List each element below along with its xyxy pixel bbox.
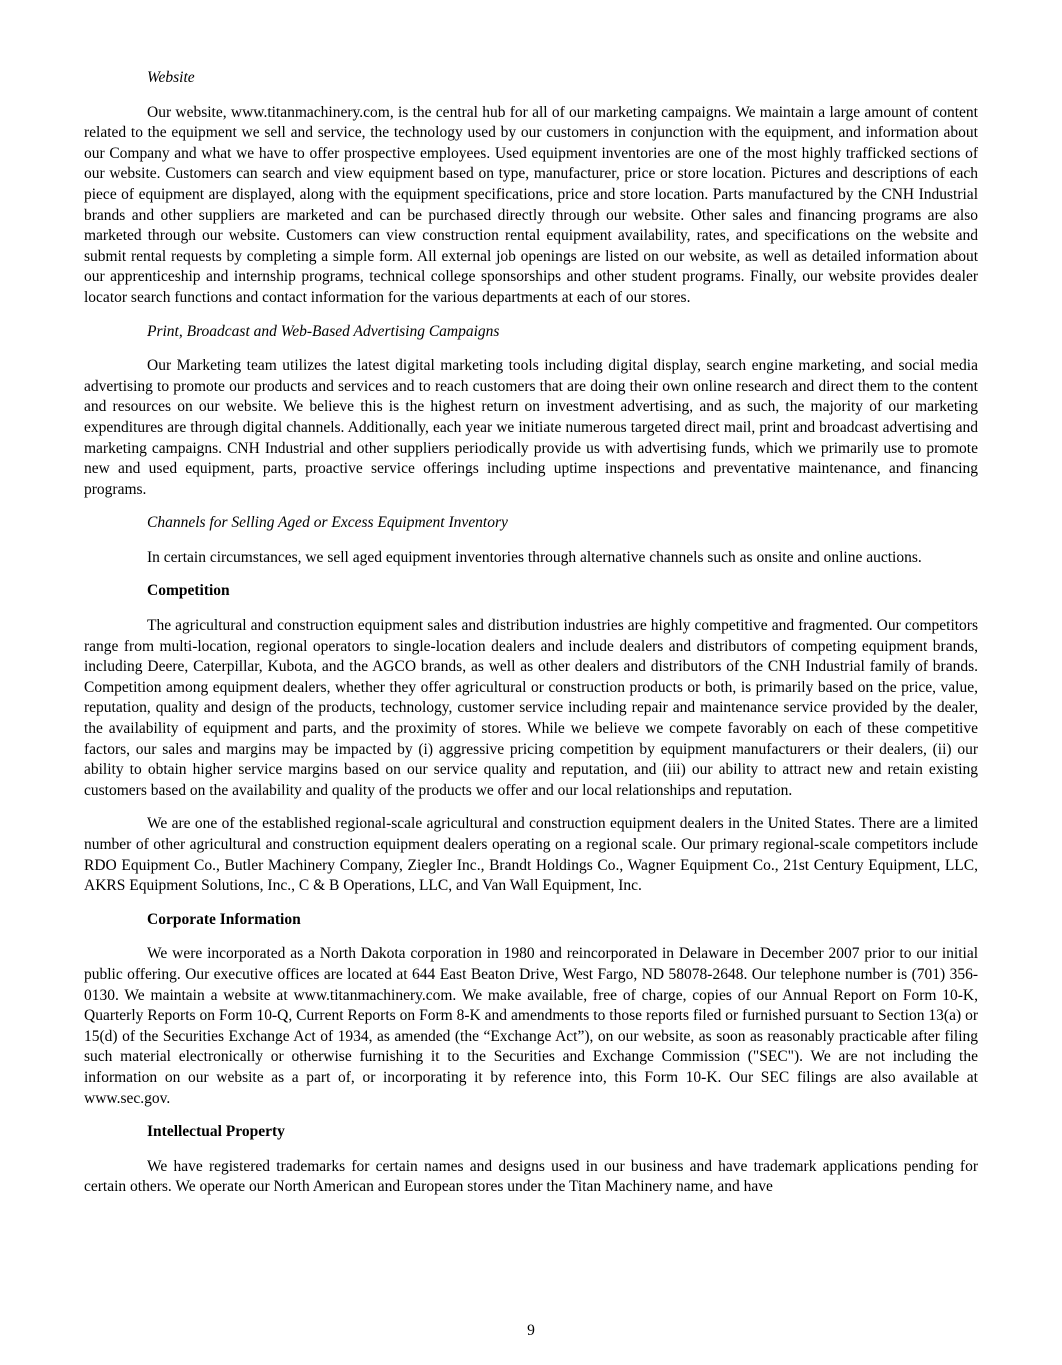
paragraph-corporate-information: We were incorporated as a North Dakota corporation in 1980 and reincorporated in Delaware in December 2007 prior to our initial public offering. Our executive offices are located at 644 East Beaton Drive, West Fargo, ND 58078-2648. Our telephone number is (701) 356-0130. We maintain a website at www.titanmachinery.com. We make available, free of charge, copies of our Annual Report on Form 10-K, Quarterly Reports on Form 10-Q, Current Reports on Form 8-K and amendments to those reports filed or furnished pursuant to Section 13(a) or 15(d) of the Securities Exchange Act of 1934, as amended (the “Exchange Act”), on our website, as soon as reasonably practicable after filing such material electronically or otherwise furnishing it to the Securities and Exchange Commission ("SEC"). We are not including the information on our website as a part of, or incorporating it by reference into, this Form 10-K. Our SEC filings are also available at www.sec.gov. <box>84 945 978 1107</box>
heading-competition: Competition <box>147 582 230 600</box>
page-number: 9 <box>527 1322 535 1339</box>
paragraph-website: Our website, www.titanmachinery.com, is the central hub for all of our marketing campaigns. We maintain a large amount of content related to the equipment we sell and service, the technology used by our customers in conjunction with the equipment, and information about our Company and what we have to offer prospective employees. Used equipment inventories are one of the most highly trafficked sections of our website. Customers can search and view equipment based on type, manufacturer, price or store location. Pictures and descriptions of each piece of equipment are displayed, along with the equipment specifications, price and store location. Parts manufactured by the CNH Industrial brands and other suppliers are marketed and can be purchased directly through our website. Other sales and financing programs are also marketed through our website. Customers can view construction rental equipment availability, rates, and specifications on the website and submit rental requests by completing a simple form. All external job openings are listed on our website, as well as detailed information about our apprenticeship and internship programs, technical college sponsorships and other student programs. Finally, our website provides dealer locator search functions and contact information for the various departments at each of our stores. <box>84 103 978 306</box>
heading-advertising: Print, Broadcast and Web-Based Advertising Campaigns <box>147 322 500 340</box>
heading-channels: Channels for Selling Aged or Excess Equipment Inventory <box>147 514 508 532</box>
paragraph-competition-1: The agricultural and construction equipment sales and distribution industries are highly competitive and fragmented. Our competitors range from multi-location, regional operators to single-location dealers and include dealers and distributors of competing equipment brands, including Deere, Caterpillar, Kubota, and the AGCO brands, as well as other dealers and distributors of the CNH Industrial family of brands. Competition among equipment dealers, whether they offer agricultural or construction products or both, is primarily based on the price, value, reputation, quality and design of the products, technology, customer service including repair and maintenance service provided by the dealer, the availability of equipment and parts, and the proximity of stores. While we believe we compete favorably on each of these competitive factors, our sales and margins may be impacted by (i) aggressive pricing competition by equipment manufacturers or their dealers, (ii) our ability to obtain higher service margins based on our service quality and reputation, and (iii) our ability to attract new and retain existing customers based on the availability and quality of the products we offer and our local relationships and reputation. <box>84 617 978 799</box>
paragraph-advertising: Our Marketing team utilizes the latest digital marketing tools including digital display, search engine marketing, and social media advertising to promote our products and services and to reach customers that are doing their own online research and direct them to the content and resources on our website. We believe this is the highest return on investment advertising, and as such, the majority of our marketing expenditures are through digital channels. Additionally, each year we initiate numerous targeted direct mail, print and broadcast advertising and marketing campaigns. CNH Industrial and other suppliers periodically provide us with advertising funds, which we primarily use to promote new and used equipment, parts, proactive service offerings including uptime inspections and preventative maintenance, and financing programs. <box>84 357 978 498</box>
heading-intellectual-property: Intellectual Property <box>147 1123 285 1141</box>
paragraph-channels: In certain circumstances, we sell aged equipment inventories through alternative channels such as onsite and online auctions. <box>147 548 922 566</box>
heading-website: Website <box>147 69 195 86</box>
document-page <box>84 68 978 1198</box>
paragraph-intellectual-property: We have registered trademarks for certain names and designs used in our business and have trademark applications pending for certain others. We operate our North American and European stores under the Titan Machinery name, and have <box>84 1157 978 1196</box>
paragraph-competition-2: We are one of the established regional-scale agricultural and construction equipment dealers in the United States. There are a limited number of other agricultural and construction equipment dealers operating on a regional scale. Our primary regional-scale competitors include RDO Equipment Co., Butler Machinery Company, Ziegler Inc., Brandt Holdings Co., Wagner Equipment Co., 21st Century Equipment, LLC, AKRS Equipment Solutions, Inc., C & B Operations, LLC, and Van Wall Equipment, Inc. <box>84 815 978 895</box>
heading-corporate-information: Corporate Information <box>147 910 301 928</box>
